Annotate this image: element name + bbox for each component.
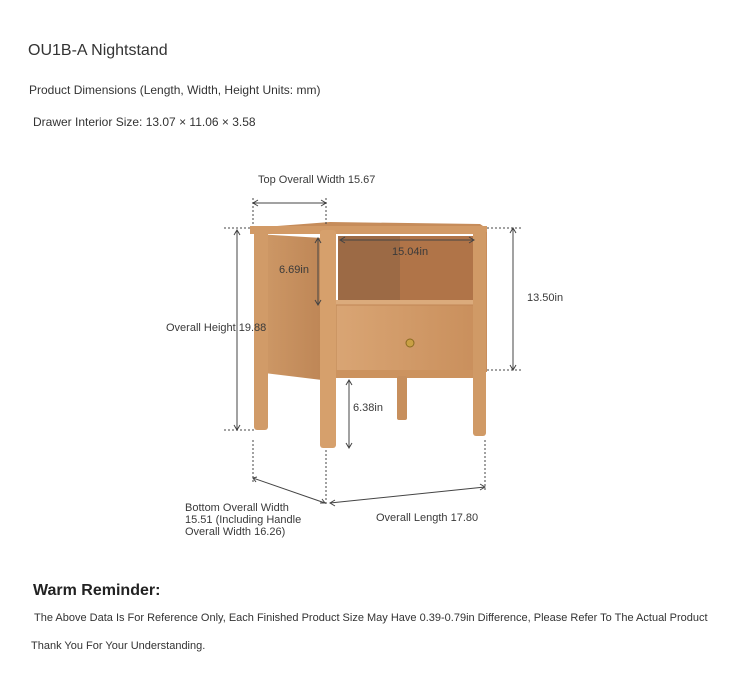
bottom-width-label xyxy=(185,502,301,538)
reminder-text: The Above Data Is For Reference Only, Each Finished Product Size May Have 0.39-0.79in Difference, Please Refer To The Actual Product xyxy=(34,612,708,624)
nightstand-illustration xyxy=(250,222,487,448)
bottom-width-line-2: 15.51 (Including Handle xyxy=(185,514,302,526)
leg-height-label: 6.38in xyxy=(353,402,383,414)
reminder-title: Warm Reminder: xyxy=(33,582,161,599)
dimensions-label: Product Dimensions (Length, Width, Height Units: mm) xyxy=(29,83,321,97)
interior-width-label: 15.04in xyxy=(392,246,429,258)
drawer-interior-size: Drawer Interior Size: 13.07 × 11.06 × 3.58 xyxy=(33,115,256,129)
shelf-height-label: 6.69in xyxy=(279,264,309,276)
bottom-width-line-3: Overall Width 16.26) xyxy=(185,526,286,538)
overall-height-label: Overall Height 19.88 xyxy=(166,322,267,334)
bottom-width-line-1: Bottom Overall Width xyxy=(185,502,289,514)
reminder-thanks: Thank You For Your Understanding. xyxy=(31,640,206,652)
product-title: OU1B-A Nightstand xyxy=(28,42,168,59)
body-height-label: 13.50in xyxy=(527,292,564,304)
top-width-label: Top Overall Width 15.67 xyxy=(258,174,376,186)
overall-length-label: Overall Length 17.80 xyxy=(376,512,479,524)
